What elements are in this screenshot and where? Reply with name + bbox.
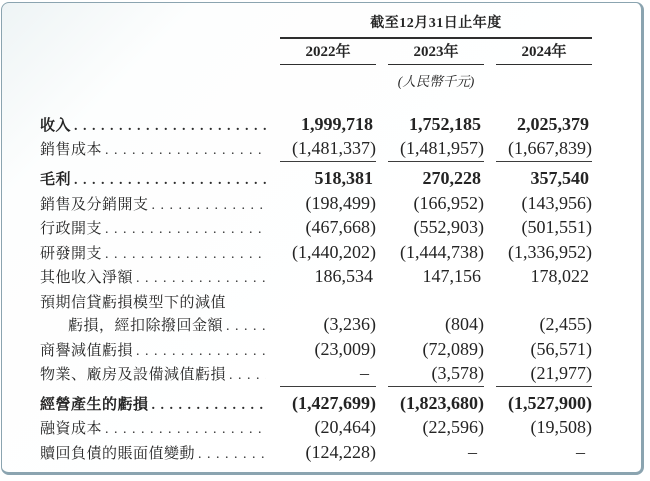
row-label [40,193,268,214]
table-body [40,114,592,467]
value-cell: (72,089) [422,338,484,359]
value-cell: (1,527,900) [508,392,592,413]
value-cell: (1,427,699) [292,392,376,413]
row-label [40,393,268,414]
value-cell: (1,444,738) [400,241,484,262]
table-row [40,114,592,139]
row-label-text: 其他收入淨額 [40,270,134,287]
value-cell: (143,956) [521,192,592,213]
value-cell: (1,440,202) [292,241,376,262]
row-label [40,242,268,263]
value-cell: (21,977) [496,364,592,387]
currency-unit-note: (人民幣千元) [397,73,475,89]
row-label [40,363,268,384]
row-label [40,266,268,287]
dot-leader [152,197,266,214]
dot-leader [105,142,266,159]
dot-leader [74,118,266,135]
dot-leader [152,397,266,414]
value-cell: (1,667,839) [496,139,592,162]
value-cell: – [468,441,477,462]
value-cell: (1,336,952) [508,241,592,262]
table-row [40,193,592,218]
value-cell: (1,823,680) [400,392,484,413]
dot-leader [136,343,266,360]
row-label [40,314,268,335]
dot-leader [136,270,266,287]
period-header: 截至12月31日止年度 [370,16,502,31]
value-cell: (3,236) [323,313,376,334]
value-cell: (23,009) [314,338,376,359]
row-label-text: 收入 [40,117,72,134]
table-row [40,138,592,163]
dot-leader [226,318,266,335]
row-label [40,442,268,463]
column-header-2022: 2022年 [280,39,376,65]
value-cell: – [576,441,585,462]
value-cell: (1,481,337) [280,139,376,162]
value-cell: 357,540 [530,167,589,188]
value-cell: (198,499) [305,192,376,213]
value-cell: – [280,364,376,387]
table-row [40,217,592,242]
dot-leader [229,367,266,384]
value-cell: (2,455) [539,313,592,334]
row-label-text: 銷售及分銷開支 [40,196,149,213]
value-cell: (467,668) [305,217,376,238]
value-cell: 1,752,185 [409,113,481,134]
dot-leader [105,246,266,263]
income-statement-table [40,3,592,467]
value-cell: 178,022 [530,266,589,287]
value-cell: (501,551) [521,217,592,238]
row-label-text: 虧損，經扣除撥回金額 [68,317,224,334]
table-row [40,393,592,418]
table-row [40,363,592,388]
row-label [40,339,268,360]
row-label [40,138,268,159]
value-cell: 1,999,718 [301,113,373,134]
value-cell: (804) [445,313,484,334]
row-label-text: 毛利 [40,171,72,188]
row-label-text: 贖回負債的賬面值變動 [40,445,196,462]
row-label [40,217,268,238]
value-cell: (124,228) [305,441,376,462]
row-label-text: 融資成本 [40,421,103,438]
value-cell: 270,228 [422,167,481,188]
value-cell: (20,464) [314,417,376,438]
table-row [40,417,592,442]
value-cell: (19,508) [530,417,592,438]
table-row [40,168,592,193]
value-cell: (552,903) [413,217,484,238]
row-label [40,168,268,189]
table-row [40,242,592,267]
table-row [40,314,592,339]
value-cell: (22,596) [422,417,484,438]
value-cell: 518,381 [314,167,373,188]
dot-leader [74,172,266,189]
value-cell: (3,578) [388,364,484,387]
dot-leader [105,221,266,238]
row-label [40,114,268,135]
row-label-text: 研發開支 [40,245,103,262]
row-label [40,417,268,438]
dot-leader [105,421,266,438]
column-header-2023: 2023年 [388,39,484,65]
table-row [40,291,592,314]
value-cell: (166,952) [413,192,484,213]
dot-leader [198,446,266,463]
row-label-text: 預期信貸虧損模型下的減值 [40,294,227,311]
table-row [40,266,592,291]
row-label-text: 行政開支 [40,221,103,238]
table-row [40,442,592,467]
value-cell: (1,481,957) [388,139,484,162]
row-label-text: 商譽減值虧損 [40,342,134,359]
value-cell: 147,156 [422,266,481,287]
table-row [40,339,592,364]
row-label-text: 經營產生的虧損 [40,396,149,413]
value-cell: (56,571) [530,338,592,359]
table-header [40,3,592,90]
row-label [40,291,268,312]
row-label-text: 銷售成本 [40,142,103,159]
column-header-2024: 2024年 [496,39,592,65]
row-label-text: 物業、廠房及設備減值虧損 [40,367,227,384]
value-cell: 186,534 [314,266,373,287]
page-frame [1,2,644,475]
value-cell: 2,025,379 [517,113,589,134]
